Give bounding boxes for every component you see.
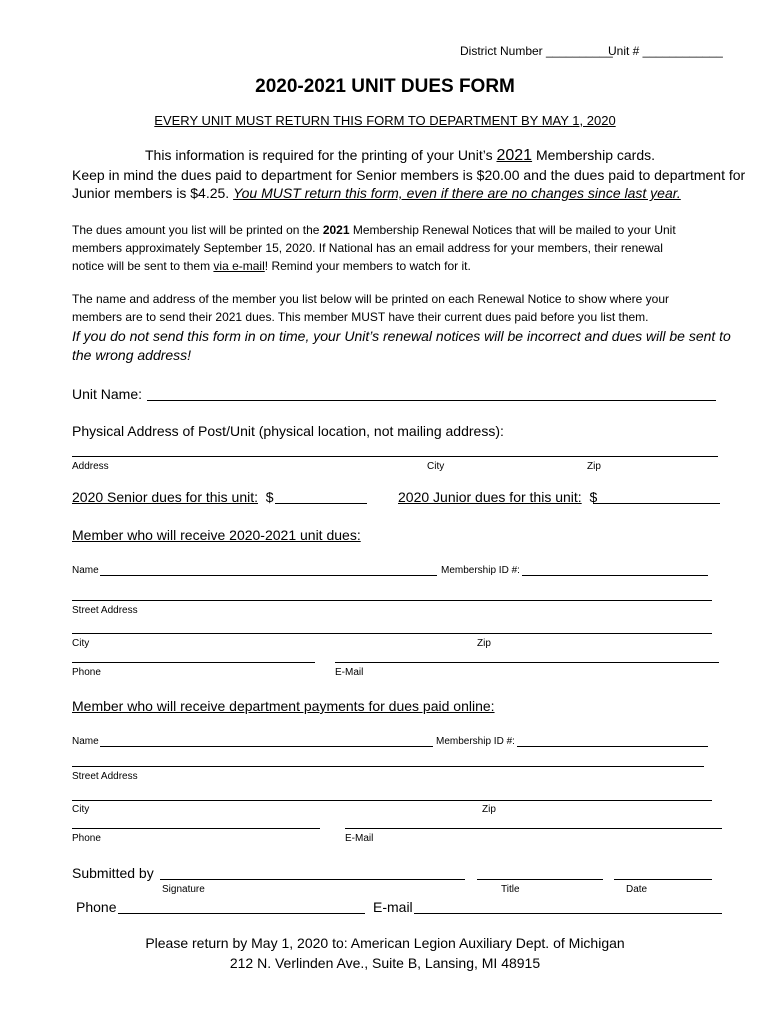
submitter-email-field[interactable]	[414, 913, 722, 914]
junior-dues-field[interactable]	[593, 503, 720, 504]
para1-line-2: members approximately September 15, 2020. If National has an email address for your members, their renewal	[72, 241, 663, 255]
section2-name-label: Name	[72, 736, 99, 747]
submitter-phone-label: Phone	[76, 899, 117, 915]
section2-city-label: City	[72, 804, 90, 815]
physical-address-label: Physical Address of Post/Unit (physical location, not mailing address):	[72, 423, 504, 439]
section1-membership-id-label: Membership ID #:	[441, 565, 520, 576]
section1-membership-id-field[interactable]	[522, 575, 708, 576]
section2-street-label: Street Address	[72, 771, 138, 782]
physical-address-field[interactable]	[72, 456, 718, 457]
para2-line-4: the wrong address!	[72, 347, 192, 363]
return-address-line-1: Please return by May 1, 2020 to: American Legion Auxiliary Dept. of Michigan	[145, 935, 625, 951]
para2-line-3: If you do not send this form in on time, your Unit’s renewal notices will be incorrect and dues will be sent to	[72, 328, 731, 344]
section2-membership-id-field[interactable]	[517, 746, 708, 747]
section1-email-field[interactable]	[335, 662, 719, 663]
city-caption: City	[427, 461, 445, 472]
intro-line-3: Junior members is $4.25. You MUST return this form, even if there are no changes since last year.	[72, 185, 681, 201]
section2-phone-field[interactable]	[72, 828, 320, 829]
section2-heading: Member who will receive department payments for dues paid online:	[72, 698, 495, 714]
section1-name-label: Name	[72, 565, 99, 576]
submitter-email-label: E-mail	[373, 899, 413, 915]
submitter-phone-field[interactable]	[118, 913, 365, 914]
para1-line-3: notice will be sent to them via e-mail! Remind your members to watch for it.	[72, 259, 471, 273]
para1-line-1: The dues amount you list will be printed on the 2021 Membership Renewal Notices that will be mailed to your Unit	[72, 223, 676, 237]
district-number-label: District Number __________	[460, 44, 613, 58]
section2-city-zip-field[interactable]	[72, 800, 712, 801]
section2-membership-id-label: Membership ID #:	[436, 736, 515, 747]
section1-phone-label: Phone	[72, 667, 101, 678]
section2-name-field[interactable]	[100, 746, 433, 747]
para2-line-1: The name and address of the member you list below will be printed on each Renewal Notice to show where your	[72, 292, 669, 306]
intro-line-1: This information is required for the printing of your Unit’s 2021 Membership cards.	[145, 147, 655, 164]
title-field[interactable]	[477, 879, 603, 880]
unit-number-label: Unit # ____________	[608, 44, 723, 58]
zip-caption: Zip	[587, 461, 601, 472]
section1-heading: Member who will receive 2020-2021 unit dues:	[72, 527, 361, 543]
section2-email-label: E-Mail	[345, 833, 374, 844]
form-title: 2020-2021 UNIT DUES FORM	[255, 76, 515, 97]
unit-name-label: Unit Name:	[72, 386, 143, 402]
signature-caption: Signature	[162, 884, 205, 895]
junior-dues-label: 2020 Junior dues for this unit: $	[398, 489, 598, 505]
unit-name-field[interactable]	[147, 400, 716, 401]
title-caption: Title	[501, 884, 520, 895]
senior-dues-field[interactable]	[275, 503, 367, 504]
para2-line-2: members are to send their 2021 dues. This member MUST have their current dues paid before you list them.	[72, 310, 649, 324]
section2-zip-label: Zip	[482, 804, 496, 815]
section1-city-label: City	[72, 638, 90, 649]
section1-street-label: Street Address	[72, 605, 138, 616]
section1-name-field[interactable]	[100, 575, 437, 576]
section1-street-field[interactable]	[72, 600, 712, 601]
return-address-line-2: 212 N. Verlinden Ave., Suite B, Lansing, MI 48915	[229, 955, 541, 971]
section2-email-field[interactable]	[345, 828, 722, 829]
senior-dues-label: 2020 Senior dues for this unit: $	[72, 489, 274, 505]
section1-email-label: E-Mail	[335, 667, 364, 678]
section1-city-zip-field[interactable]	[72, 633, 712, 634]
date-field[interactable]	[614, 879, 712, 880]
intro-line-2: Keep in mind the dues paid to department for Senior members is $20.00 and the dues paid to department for	[72, 167, 746, 183]
date-caption: Date	[626, 884, 648, 895]
submitted-by-label: Submitted by	[72, 865, 154, 881]
section1-phone-field[interactable]	[72, 662, 315, 663]
section2-phone-label: Phone	[72, 833, 101, 844]
section1-zip-label: Zip	[477, 638, 491, 649]
address-caption: Address	[72, 461, 109, 472]
deadline-notice: EVERY UNIT MUST RETURN THIS FORM TO DEPARTMENT BY MAY 1, 2020	[154, 113, 616, 128]
section2-street-field[interactable]	[72, 766, 704, 767]
signature-field[interactable]	[160, 879, 465, 880]
